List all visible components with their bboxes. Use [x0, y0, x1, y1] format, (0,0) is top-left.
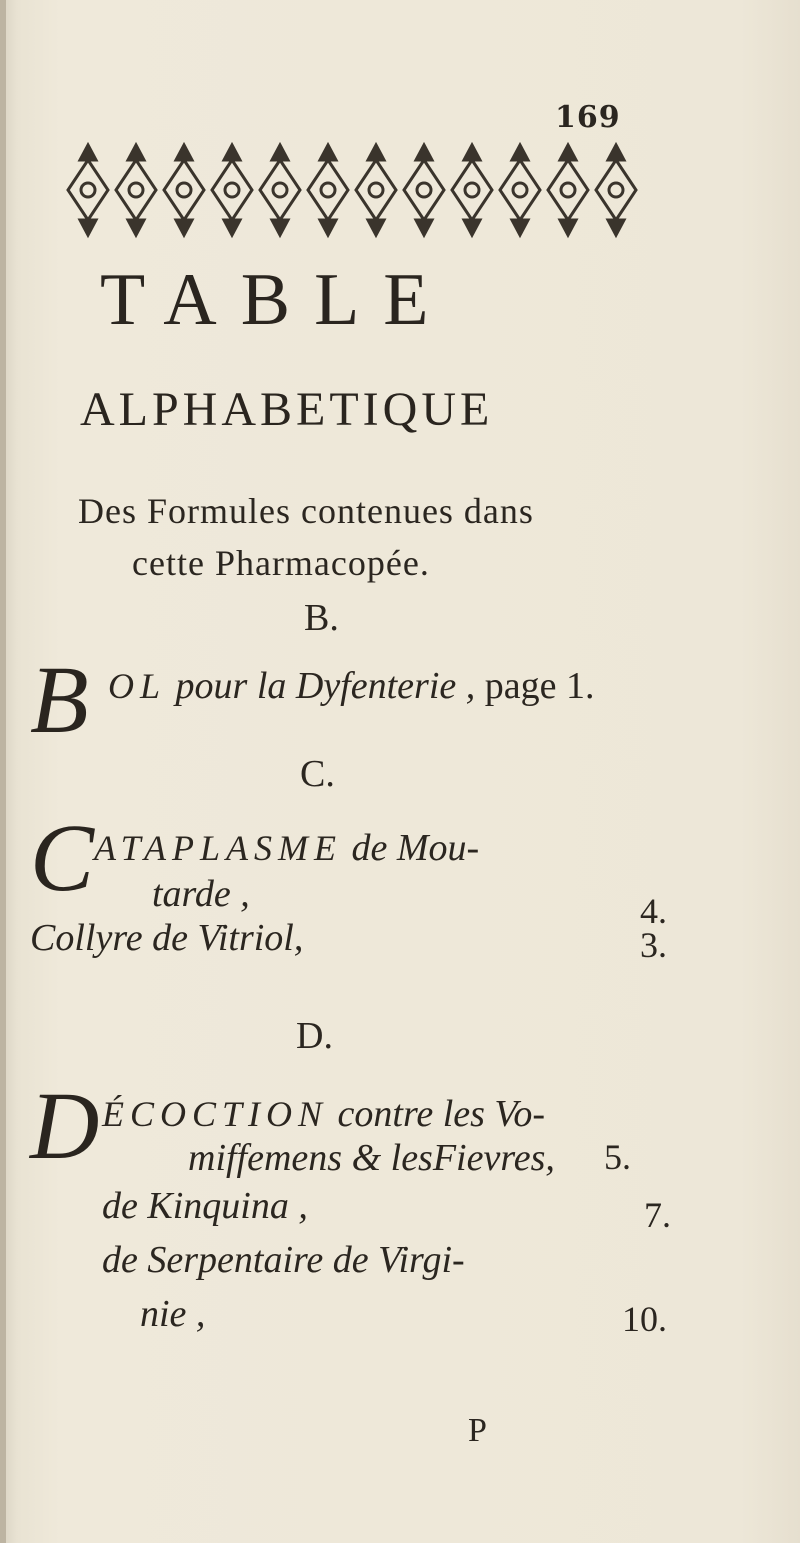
entry-serpentaire-page: 10. [622, 1299, 667, 1339]
entry-decoction [102, 1092, 545, 1136]
entry-bol-text: pour la Dyfenterie , [166, 665, 485, 707]
entry-decoction-line2: miffemens & lesFievres, [188, 1137, 555, 1179]
entry-cataplasme [94, 826, 479, 870]
entry-decoction-page: 5. [604, 1137, 631, 1177]
entry-bol-caps: OL [108, 666, 167, 706]
section-heading-c: C. [300, 753, 335, 795]
page-gutter [0, 0, 6, 1543]
dropcap-d: D [30, 1072, 100, 1179]
section-heading-d: D. [296, 1015, 333, 1057]
table-subtitle-alphabetique: ALPHABETIQUE [80, 383, 494, 436]
entry-serpentaire: de Serpentaire de Virgi- [102, 1239, 465, 1281]
entry-decoction-text: contre les Vo- [328, 1093, 546, 1135]
signature-mark: P [468, 1412, 487, 1449]
entry-cataplasme-page: 4. [640, 891, 667, 931]
section-heading-b: B. [304, 597, 339, 639]
page-number: 169 [555, 100, 621, 135]
entry-bol-page: 1. [565, 665, 595, 707]
entry-collyre: Collyre de Vitriol, [30, 917, 304, 959]
subtitle-line-1: Des Formules contenues dans [78, 491, 534, 531]
entry-bol [108, 664, 594, 708]
entry-serpentaire-line2: nie , [140, 1293, 206, 1335]
subtitle-line-2: cette Pharmacopée. [132, 543, 430, 583]
entry-kinquina-page: 7. [644, 1195, 671, 1235]
dropcap-b: B [30, 646, 89, 753]
entry-cataplasme-caps: ATAPLASME [94, 828, 342, 868]
entry-kinquina: de Kinquina , [102, 1185, 308, 1227]
entry-cataplasme-text: de Mou- [341, 827, 480, 869]
headpiece-ornament [58, 140, 638, 240]
table-title: TABLE [100, 259, 453, 341]
entry-bol-page-prefix: page [484, 665, 566, 707]
dropcap-c: C [30, 804, 95, 911]
entry-cataplasme-line2: tarde , [152, 873, 250, 915]
entry-decoction-caps: ÉCOCTION [102, 1094, 329, 1134]
entry-collyre-page: 3. [640, 925, 667, 965]
